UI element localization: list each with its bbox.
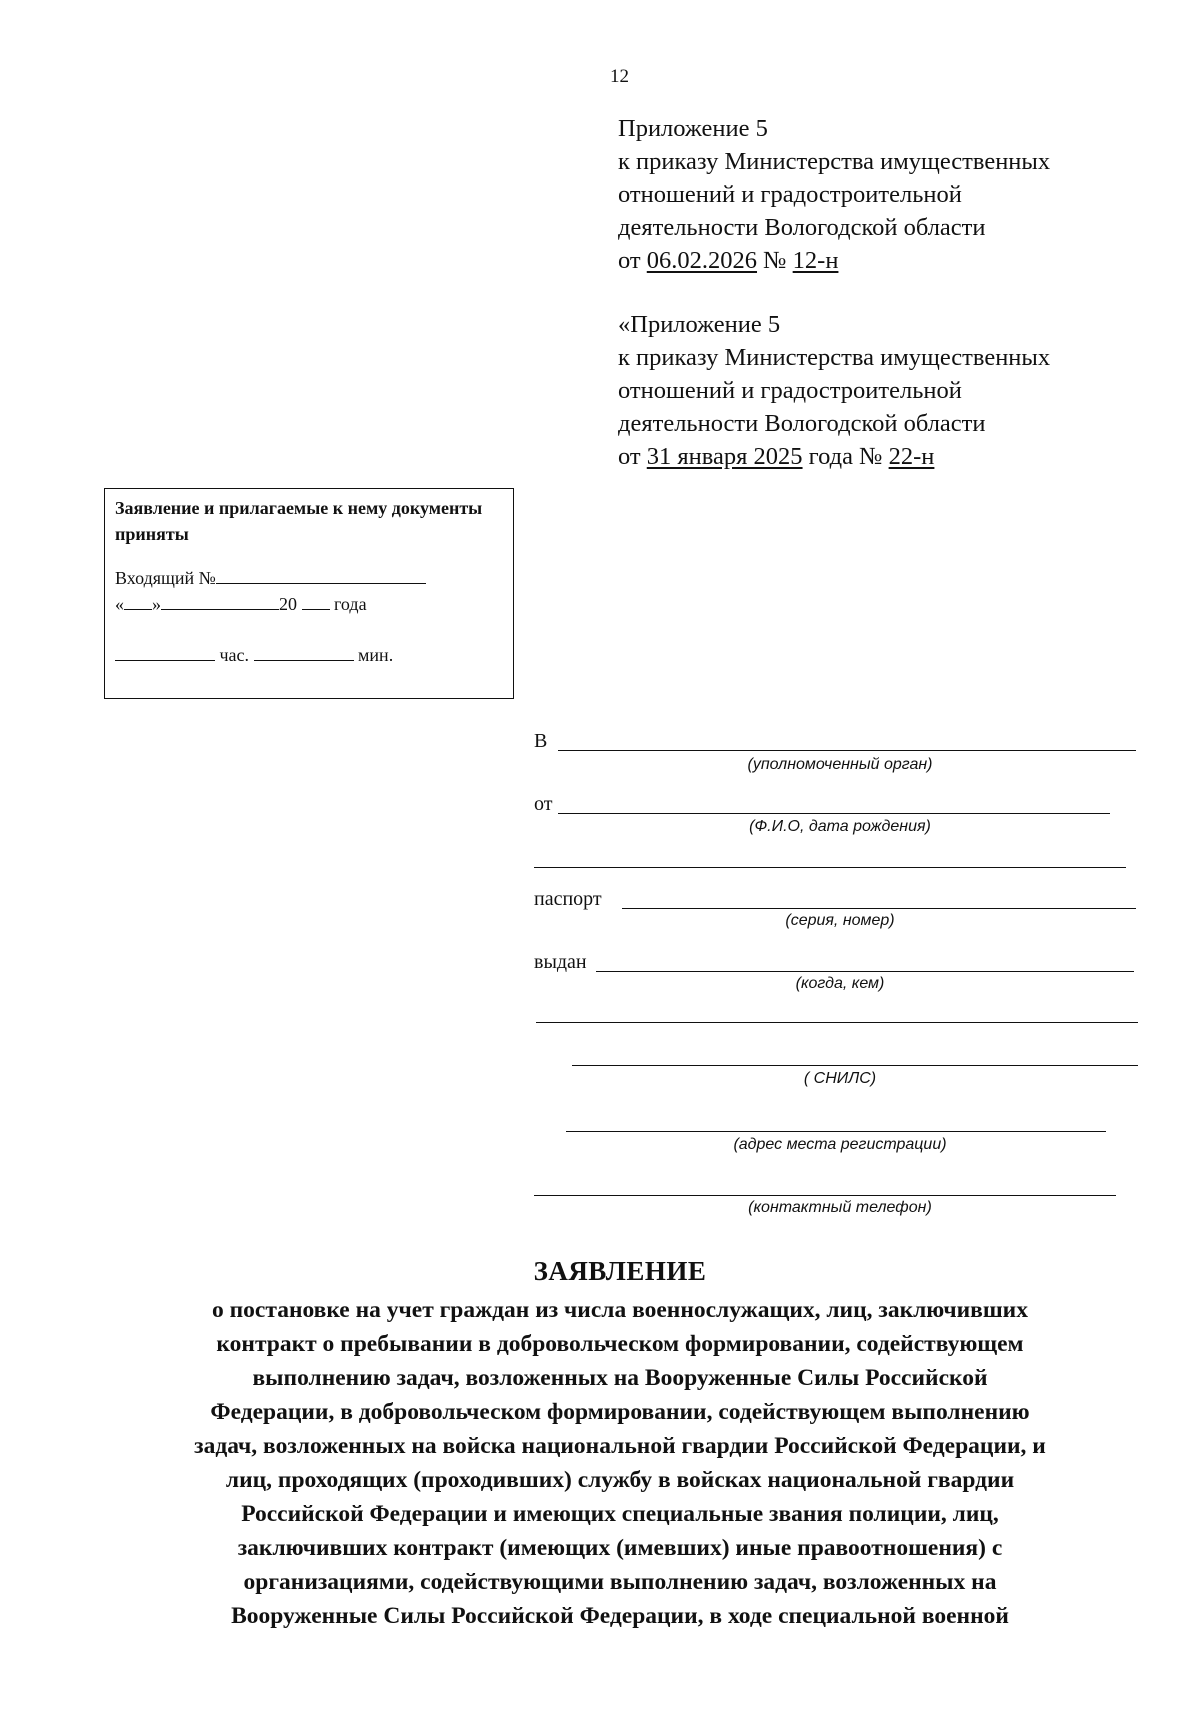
issued-field[interactable]	[596, 971, 1134, 972]
appendix-date-line	[618, 440, 1178, 473]
incoming-number-field[interactable]	[216, 567, 426, 584]
minutes-label: мин.	[358, 645, 394, 665]
phone-hint: (контактный телефон)	[748, 1199, 932, 1216]
subtitle-line: заключивших контракт (имеющих (имевших) иные правоотношения) с	[237, 1535, 1003, 1561]
year-field[interactable]	[302, 593, 330, 610]
order-number: 22-н	[888, 443, 935, 470]
snils-hint: ( СНИЛС)	[803, 1070, 877, 1087]
authority-hint: (уполномоченный орган)	[747, 756, 933, 773]
name-birthdate-continuation-field[interactable]	[534, 867, 1126, 868]
document-subtitle	[90, 1293, 1150, 1633]
subtitle-line: Федерации, в добровольческом формировании, содействующем выполнению	[210, 1399, 1030, 1425]
name-birthdate-hint: (Ф.И.О, дата рождения)	[749, 818, 931, 835]
phone-field[interactable]	[534, 1195, 1116, 1196]
passport-field[interactable]	[622, 908, 1136, 909]
appendix-line: деятельности Вологодской области	[618, 214, 986, 241]
date-prefix: от	[618, 443, 647, 470]
issued-label: выдан	[534, 951, 587, 973]
snils-field[interactable]	[572, 1065, 1138, 1066]
date-prefix: от	[618, 247, 647, 274]
year-prefix: 20	[279, 594, 297, 614]
hours-label: час.	[219, 645, 250, 665]
address-hint: (адрес места регистрации)	[733, 1136, 947, 1153]
name-birthdate-field[interactable]	[558, 813, 1110, 814]
document-heading: ЗАЯВЛЕНИЕ	[533, 1256, 707, 1286]
number-sign: №	[757, 247, 793, 274]
subtitle-line: организациями, содействующими выполнению задач, возложенных на	[243, 1569, 997, 1595]
year-label: года	[334, 594, 367, 614]
appendix-line: отношений и градостроительной	[618, 181, 962, 208]
minutes-field[interactable]	[254, 644, 354, 661]
date-row	[115, 593, 367, 615]
incoming-label: Входящий №	[115, 568, 216, 588]
appendix-line: к приказу Министерства имущественных	[618, 344, 1051, 371]
from-label: от	[534, 793, 553, 815]
close-quote: »	[152, 594, 161, 614]
subtitle-line: выполнению задач, возложенных на Вооруженные Силы Российской	[252, 1365, 988, 1391]
issued-hint: (когда, кем)	[795, 975, 885, 992]
order-number: 12-н	[792, 247, 839, 274]
appendix-line: деятельности Вологодской области	[618, 410, 986, 437]
subtitle-line: о постановке на учет граждан из числа военнослужащих, лиц, заключивших	[212, 1297, 1028, 1323]
appendix-line: отношений и градостроительной	[618, 377, 962, 404]
subtitle-line: контракт о пребывании в добровольческом формировании, содействующем	[216, 1331, 1024, 1357]
day-field[interactable]	[124, 593, 152, 610]
time-row	[115, 644, 393, 666]
quoted-appendix	[618, 308, 1178, 473]
date-suffix: года №	[802, 443, 889, 470]
subtitle-line: Российской Федерации и имеющих специальные звания полиции, лиц,	[241, 1501, 999, 1527]
authority-field[interactable]	[558, 750, 1136, 751]
passport-label: паспорт	[534, 888, 602, 910]
open-quote: «	[115, 594, 124, 614]
subtitle-line: лиц, проходящих (проходивших) службу в войсках национальной гвардии	[225, 1467, 1015, 1493]
page-number: 12	[610, 66, 629, 87]
order-date: 06.02.2026	[646, 247, 758, 274]
incoming-number-row	[115, 567, 426, 589]
passport-hint: (серия, номер)	[785, 912, 895, 929]
address-field[interactable]	[566, 1131, 1106, 1132]
hours-field[interactable]	[115, 644, 215, 661]
subtitle-line: задач, возложенных на войска национальной гвардии Российской Федерации, и	[194, 1433, 1046, 1459]
appendix-line: Приложение 5	[618, 115, 768, 142]
appendix-line: к приказу Министерства имущественных	[618, 148, 1051, 175]
subtitle-line: Вооруженные Силы Российской Федерации, в ходе специальной военной	[231, 1603, 1009, 1629]
to-label: В	[534, 730, 548, 752]
appendix-line: «Приложение 5	[618, 311, 781, 338]
month-field[interactable]	[161, 593, 279, 610]
reception-stamp-box	[104, 488, 514, 699]
stamp-title: Заявление и прилагаемые к нему документы приняты	[115, 498, 483, 544]
issued-continuation-field[interactable]	[536, 1022, 1138, 1023]
header-appendix	[618, 112, 1178, 277]
appendix-date-line	[618, 244, 1178, 277]
order-date: 31 января 2025	[646, 443, 803, 470]
